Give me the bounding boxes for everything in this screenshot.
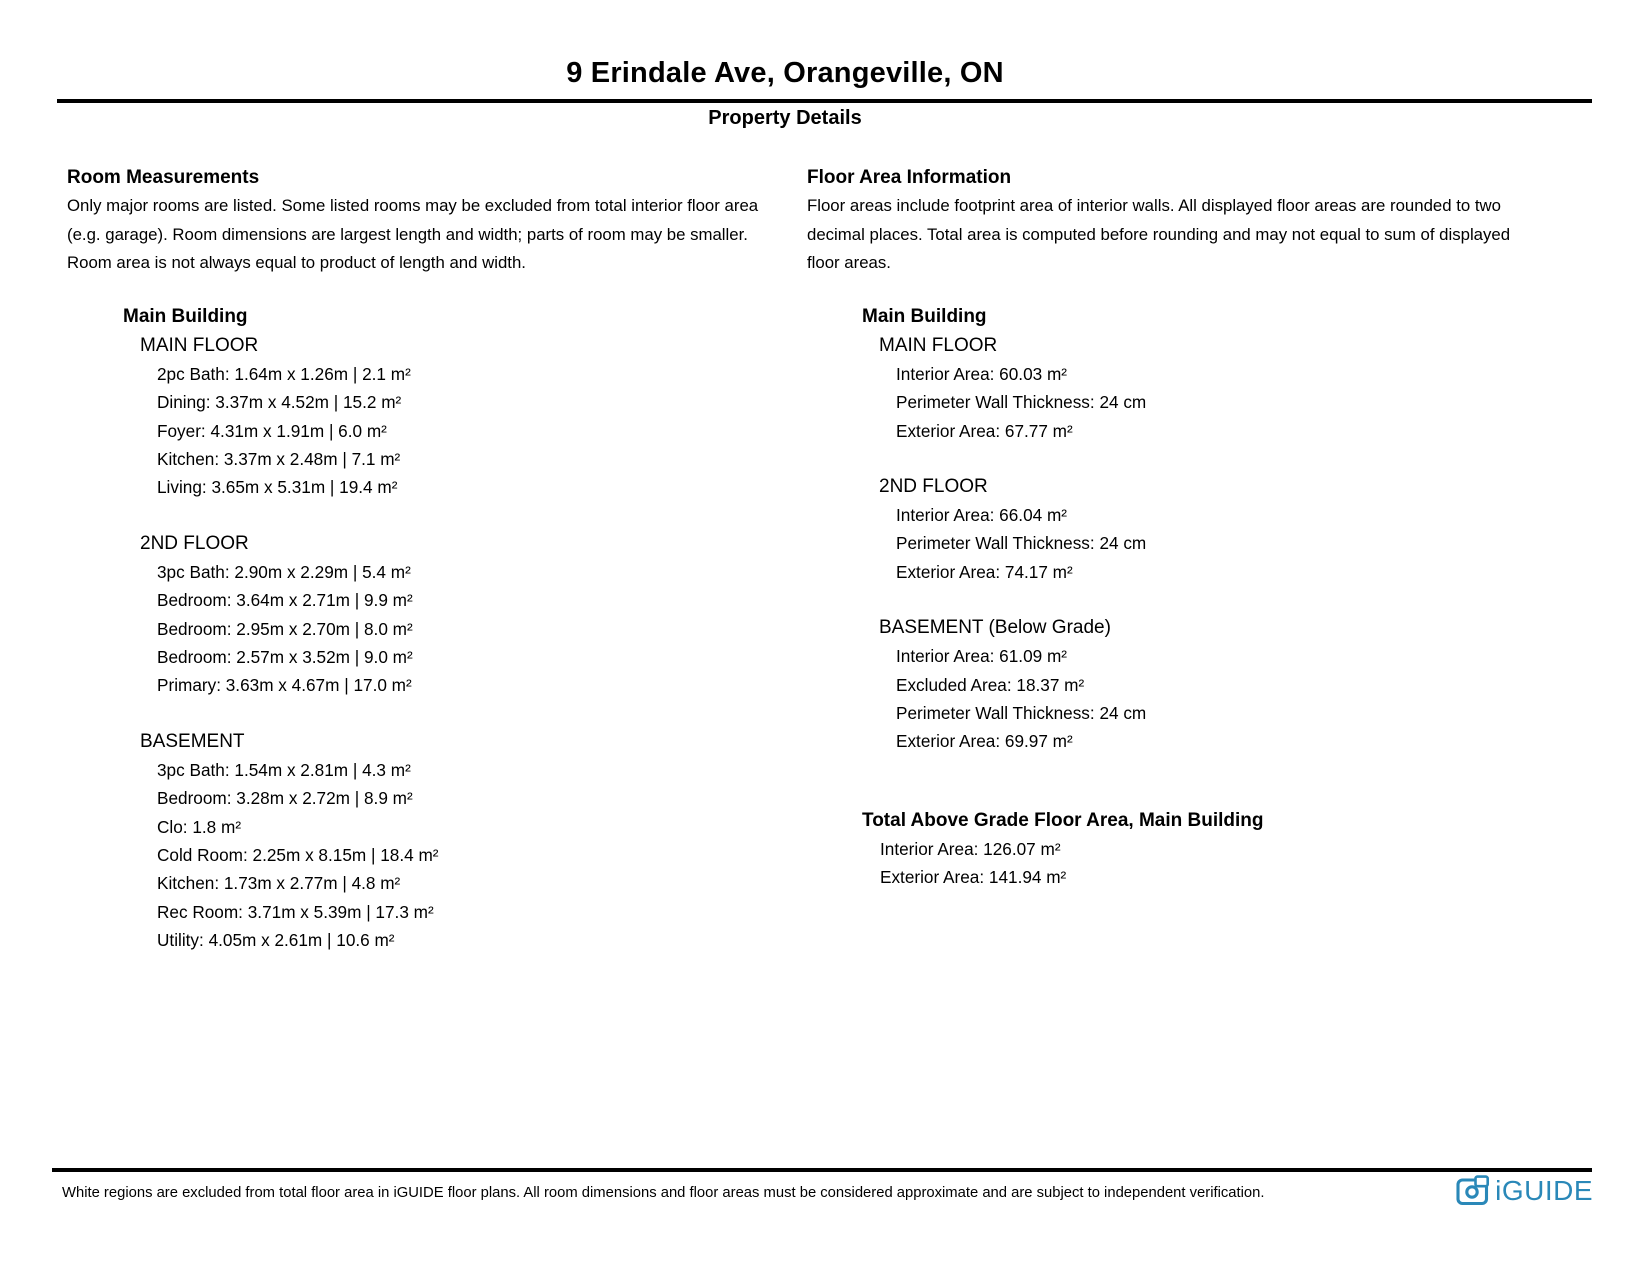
floor-section xyxy=(123,727,781,955)
footer-divider xyxy=(52,1168,1592,1172)
room-measurement-line: 2pc Bath: 1.64m x 1.26m | 2.1 m² xyxy=(157,363,411,384)
iguide-logo xyxy=(1456,1175,1593,1206)
room-measurement-line: Bedroom: 3.64m x 2.71m | 9.9 m² xyxy=(157,590,413,611)
header-divider xyxy=(57,99,1592,103)
page-title: 9 Erindale Ave, Orangeville, ON xyxy=(566,57,1004,89)
floor-area-line: Perimeter Wall Thickness: 24 cm xyxy=(896,703,1147,724)
room-measurements-section xyxy=(67,163,781,955)
floor-area-heading: Floor Area Information xyxy=(807,167,1012,188)
floor-area-line: Exterior Area: 74.17 m² xyxy=(896,561,1073,582)
floor-name: MAIN FLOOR xyxy=(879,334,998,356)
room-measurement-line: 3pc Bath: 1.54m x 2.81m | 4.3 m² xyxy=(157,759,411,780)
floor-section xyxy=(862,613,1547,756)
floor-area-line: Perimeter Wall Thickness: 24 cm xyxy=(896,533,1147,554)
floor-area-line: Perimeter Wall Thickness: 24 cm xyxy=(896,392,1147,413)
room-measurements-building xyxy=(123,302,781,955)
floor-section xyxy=(123,331,781,502)
floor-name: BASEMENT (Below Grade) xyxy=(879,617,1111,639)
floor-name: 2ND FLOOR xyxy=(140,532,249,554)
floor-name: BASEMENT xyxy=(140,730,245,752)
floor-area-line: Interior Area: 61.09 m² xyxy=(896,646,1068,667)
room-measurement-line: Utility: 4.05m x 2.61m | 10.6 m² xyxy=(157,930,395,951)
room-measurement-line: Primary: 3.63m x 4.67m | 17.0 m² xyxy=(157,675,412,696)
floor-section xyxy=(123,529,781,700)
room-measurements-heading: Room Measurements xyxy=(67,167,260,188)
room-measurements-floor-list xyxy=(123,331,781,955)
total-area-line: Exterior Area: 141.94 m² xyxy=(880,867,1067,888)
floor-area-line: Excluded Area: 18.37 m² xyxy=(896,674,1085,695)
total-above-grade-list xyxy=(862,835,1547,892)
total-above-grade-heading: Total Above Grade Floor Area, Main Building xyxy=(862,809,1264,831)
room-measurement-line: Living: 3.65m x 5.31m | 19.4 m² xyxy=(157,477,398,498)
room-measurement-line: Foyer: 4.31m x 1.91m | 6.0 m² xyxy=(157,420,387,441)
iguide-camera-icon xyxy=(1456,1175,1490,1206)
room-measurement-line: Bedroom: 2.57m x 3.52m | 9.0 m² xyxy=(157,647,413,668)
floor-area-line: Exterior Area: 67.77 m² xyxy=(896,420,1073,441)
room-measurement-line: Dining: 3.37m x 4.52m | 15.2 m² xyxy=(157,392,402,413)
building-name: Main Building xyxy=(123,305,248,327)
floor-area-line: Interior Area: 60.03 m² xyxy=(896,363,1068,384)
floor-name: 2ND FLOOR xyxy=(879,476,988,497)
floor-area-floor-list xyxy=(862,331,1547,756)
room-measurement-line: Rec Room: 3.71m x 5.39m | 17.3 m² xyxy=(157,901,434,922)
floor-name: MAIN FLOOR xyxy=(140,334,259,356)
room-measurement-line: Cold Room: 2.25m x 8.15m | 18.4 m² xyxy=(157,845,439,866)
total-area-line: Interior Area: 126.07 m² xyxy=(880,838,1061,859)
floor-area-building xyxy=(862,302,1547,756)
room-measurement-line: Clo: 1.8 m² xyxy=(157,816,242,837)
page-subtitle: Property Details xyxy=(708,107,862,129)
iguide-logo-text: iGUIDE xyxy=(1495,1174,1593,1206)
total-above-grade-section xyxy=(862,806,1547,892)
room-measurement-line: Bedroom: 3.28m x 2.72m | 8.9 m² xyxy=(157,788,413,809)
building-name: Main Building xyxy=(862,305,987,327)
floor-area-section xyxy=(807,163,1547,892)
room-measurements-description: Only major rooms are listed. Some listed rooms may be excluded from total interior floor area (e.g. garage). Room dimensions are largest length and width; parts of room may be smaller. Room area is not always equal to product of length and width. xyxy=(67,196,759,273)
room-measurement-line: Kitchen: 1.73m x 2.77m | 4.8 m² xyxy=(157,873,401,894)
floor-area-line: Exterior Area: 69.97 m² xyxy=(896,731,1073,752)
floor-area-description: Floor areas include footprint area of interior walls. All displayed floor areas are rounded to two decimal places. Total area is computed before rounding and may not equal to sum of displayed floor areas. xyxy=(807,196,1511,273)
footer-disclaimer: White regions are excluded from total floor area in iGUIDE floor plans. All room dimensions and floor areas must be considered approximate and are subject to independent verification. xyxy=(62,1185,1265,1201)
floor-section xyxy=(862,331,1547,445)
room-measurement-line: Bedroom: 2.95m x 2.70m | 8.0 m² xyxy=(157,618,413,639)
floor-section xyxy=(862,472,1547,586)
room-measurement-line: 3pc Bath: 2.90m x 2.29m | 5.4 m² xyxy=(157,561,411,582)
room-measurement-line: Kitchen: 3.37m x 2.48m | 7.1 m² xyxy=(157,449,401,469)
floor-area-line: Interior Area: 66.04 m² xyxy=(896,505,1068,525)
